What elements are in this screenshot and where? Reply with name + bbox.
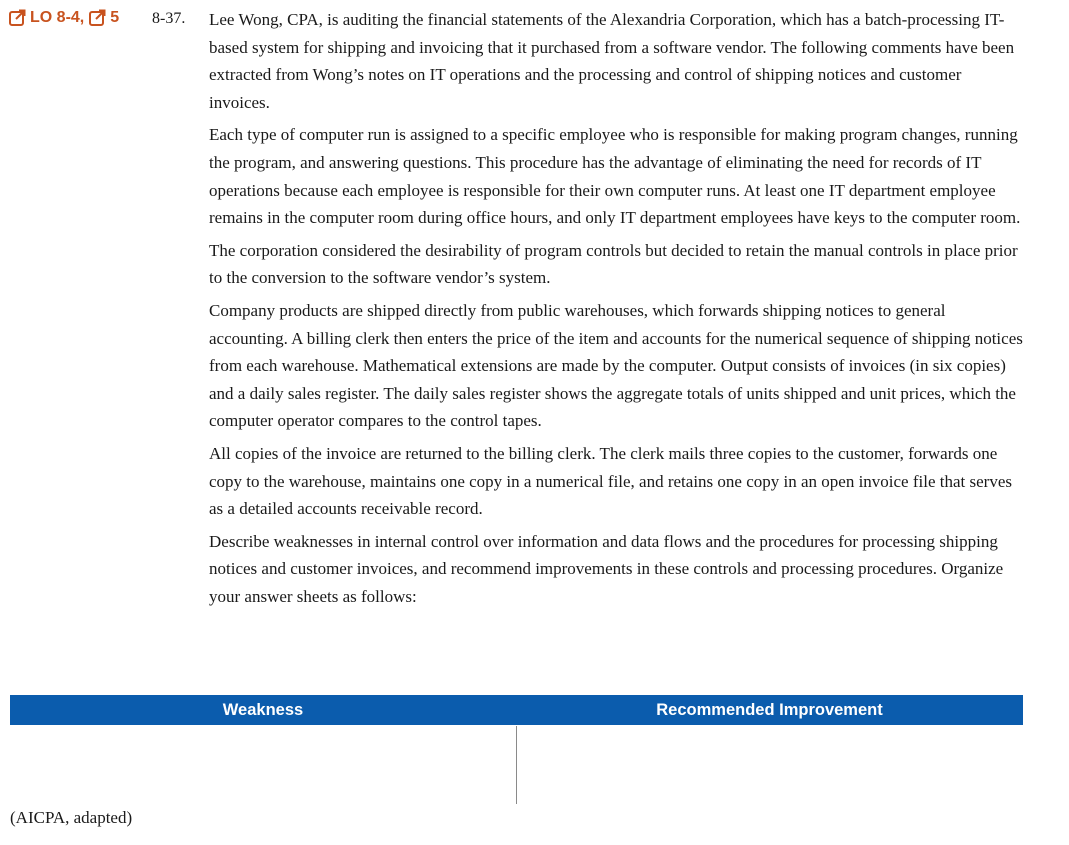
recommended-improvement-header: Recommended Improvement <box>656 701 883 719</box>
paragraph-3: The corporation considered the desirability of program controls but decided to retain the manual controls in place prior to the conversion to the software vendor’s system. <box>209 240 1018 288</box>
weakness-header: Weakness <box>222 701 304 719</box>
table-header <box>10 695 1023 725</box>
learning-objective-label <box>8 8 119 27</box>
answer-table <box>10 695 1023 725</box>
paragraph-4: Company products are shipped directly from public warehouses, which forwards shipping notices to general accounting. A billing clerk then enters the price of the item and accounts for the numerical sequence of shipping notices from each warehouse. Mathematical extensions are made by the computer. Output consists of invoices (in six copies) and a daily sales register. The daily sales register shows the aggregate totals of units shipped and unit prices, which the computer operator compares to the control tapes. <box>209 300 1023 431</box>
lo-link-8-4[interactable]: LO 8-4, <box>30 8 85 26</box>
problem-number: 8-37. <box>152 10 186 27</box>
paragraph-6: Describe weaknesses in internal control over information and data flows and the procedures for processing shipping notices and customer invoices, and recommend improvements in these controls and processing procedures. Organize your answer sheets as follows: <box>209 531 1004 606</box>
external-link-icon[interactable] <box>8 8 27 27</box>
problem-body <box>209 6 1024 615</box>
lo-link-5[interactable]: 5 <box>110 8 120 26</box>
paragraph-5: All copies of the invoice are returned to the billing clerk. The clerk mails three copies to the customer, forwards one copy to the warehouse, maintains one copy in a numerical file, and retains one copy in an open invoice file that serves as a detailed accounts receivable record. <box>209 443 1012 519</box>
paragraph-2: Each type of computer run is assigned to a specific employee who is responsible for making program changes, running the program, and answering questions. This procedure has the advantage of eliminating the need for records of IT operations because each employee is responsible for their own computer runs. At least one IT department employee remains in the computer room during office hours, and only IT department employees have keys to the computer room. <box>209 125 1021 228</box>
source-note: (AICPA, adapted) <box>10 808 133 827</box>
column-divider <box>516 726 517 804</box>
external-link-icon[interactable] <box>88 8 107 27</box>
paragraph-1: Lee Wong, CPA, is auditing the financial statements of the Alexandria Corporation, which has a batch-processing IT-based system for shipping and invoicing that it purchased from a software vendor. The following comments have been extracted from Wong’s notes on IT operations and the processing and control of shipping notices and customer invoices. <box>209 10 1015 112</box>
